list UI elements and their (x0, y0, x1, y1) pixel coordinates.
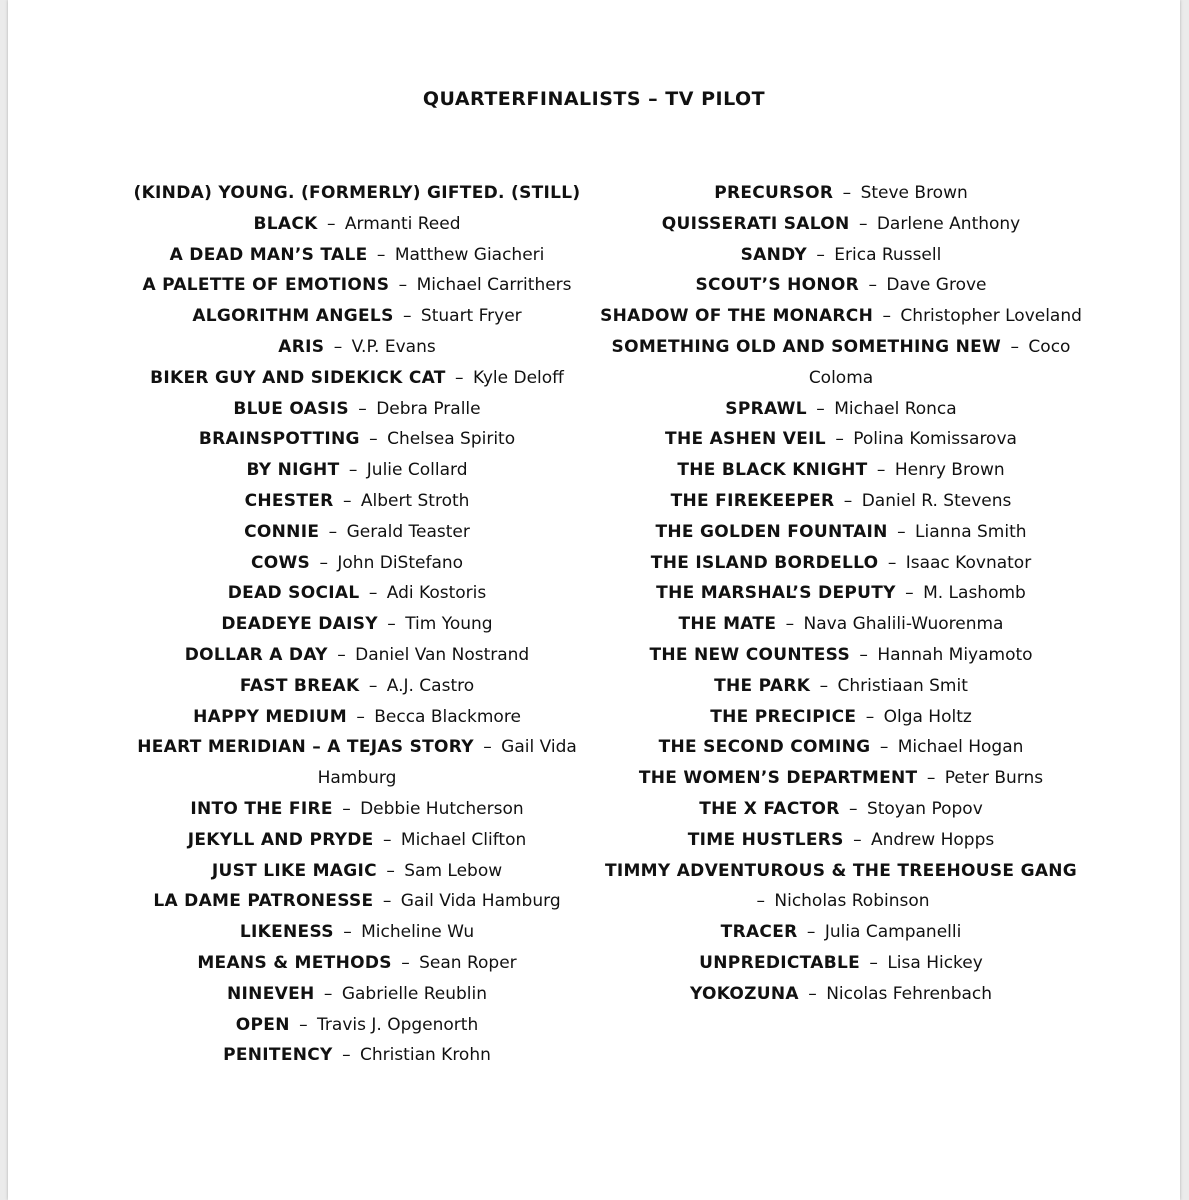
entry-title: A DEAD MAN’S TALE (169, 244, 368, 265)
list-item (112, 794, 602, 825)
entry-title: UNPREDICTABLE (699, 952, 861, 973)
entry-title: TRACER (720, 922, 798, 943)
entry-title: THE PARK (714, 675, 811, 696)
entry-separator: – (905, 583, 914, 604)
entry-separator: – (785, 614, 795, 635)
list-item (112, 917, 602, 948)
entry-title: DOLLAR A DAY (184, 644, 328, 665)
entry-title: COWS (250, 552, 311, 573)
entry-separator: – (897, 521, 906, 542)
entry-title: ALGORITHM ANGELS (192, 306, 394, 327)
entry-author: Dave Grove (886, 275, 987, 296)
entry-separator: – (859, 644, 868, 665)
list-item (596, 732, 1086, 763)
list-item (112, 455, 602, 486)
list-item (112, 856, 602, 887)
entry-author: Michael Carrithers (416, 275, 572, 296)
entry-title: THE GOLDEN FOUNTAIN (655, 521, 888, 542)
entry-separator: – (849, 798, 858, 819)
entry-separator: – (1010, 336, 1020, 357)
entry-author: Peter Burns (944, 768, 1044, 789)
entry-title: THE NEW COUNTESS (649, 644, 850, 665)
entry-separator: – (342, 490, 352, 511)
list-item (596, 240, 1086, 271)
entry-author: Olga Holtz (883, 706, 972, 727)
entry-separator: – (483, 737, 492, 758)
entry-author: Andrew Hopps (871, 829, 995, 850)
entry-title: YOKOZUNA (689, 983, 799, 1004)
entry-author: Chelsea Spirito (387, 429, 516, 450)
list-item (596, 578, 1086, 609)
entry-title: LIKENESS (239, 922, 334, 943)
entry-author: Debbie Hutcherson (360, 798, 524, 819)
list-item (596, 486, 1086, 517)
entry-separator: – (337, 644, 346, 665)
entry-separator: – (808, 983, 817, 1004)
list-item (596, 979, 1086, 1010)
entry-separator: – (369, 429, 378, 450)
entry-author: Adi Kostoris (386, 583, 487, 604)
entry-title: ARIS (278, 336, 325, 357)
entry-title: CONNIE (244, 521, 320, 542)
entry-title: DEADEYE DAISY (221, 614, 378, 635)
list-item (596, 178, 1086, 209)
entry-title: BRAINSPOTTING (198, 429, 360, 450)
list-item (596, 332, 1086, 394)
list-item (112, 825, 602, 856)
entry-author: Nicolas Fehrenbach (826, 983, 993, 1004)
entry-title: BIKER GUY AND SIDEKICK CAT (150, 367, 446, 388)
entry-title: TIMMY ADVENTUROUS & THE TREEHOUSE GANG (604, 860, 1078, 881)
right-column (596, 178, 1086, 1010)
document-page (8, 0, 1180, 1200)
entry-title: THE BLACK KNIGHT (677, 460, 868, 481)
list-item (596, 517, 1086, 548)
entry-separator: – (333, 336, 343, 357)
entry-author: Gerald Teaster (346, 521, 470, 542)
entry-author: Micheline Wu (361, 922, 475, 943)
entry-title: JEKYLL AND PRYDE (187, 829, 374, 850)
entry-author: Christopher Loveland (900, 306, 1082, 327)
entry-title: THE PRECIPICE (710, 706, 857, 727)
entry-author: Michael Ronca (834, 398, 957, 419)
list-item (112, 979, 602, 1010)
entry-separator: – (756, 891, 765, 912)
entry-title: PENITENCY (223, 1045, 333, 1066)
entry-author: Christiaan Smit (837, 675, 968, 696)
entry-title: THE WOMEN’S DEPARTMENT (638, 768, 918, 789)
list-item (596, 394, 1086, 425)
entry-author: Daniel Van Nostrand (355, 644, 530, 665)
entry-author: Michael Clifton (400, 829, 527, 850)
entry-author: Kyle Deloff (472, 367, 564, 388)
entry-author: Isaac Kovnator (905, 552, 1032, 573)
entry-author: Stuart Fryer (420, 306, 522, 327)
list-item (596, 856, 1086, 918)
entry-title: THE MATE (678, 614, 777, 635)
entry-separator: – (819, 675, 829, 696)
entry-separator: – (882, 306, 892, 327)
entry-title: THE ISLAND BORDELLO (650, 552, 879, 573)
entry-author: Julia Campanelli (824, 922, 962, 943)
entry-separator: – (401, 952, 410, 973)
entry-separator: – (835, 429, 844, 450)
entry-separator: – (368, 675, 378, 696)
entry-title: THE X FACTOR (699, 798, 840, 819)
list-item (596, 671, 1086, 702)
entry-separator: – (806, 922, 816, 943)
entry-author: Gabrielle Reublin (341, 983, 487, 1004)
entry-author: Gail Vida Hamburg (317, 737, 577, 789)
entry-separator: – (326, 213, 336, 234)
entry-separator: – (403, 306, 412, 327)
list-item (112, 301, 602, 332)
entry-separator: – (387, 614, 396, 635)
entry-separator: – (843, 490, 853, 511)
entry-author: Erica Russell (834, 244, 942, 265)
entry-separator: – (868, 275, 877, 296)
entry-title: MEANS & METHODS (197, 952, 392, 973)
entry-author: M. Lashomb (923, 583, 1026, 604)
entry-separator: – (455, 367, 464, 388)
entry-author: Hannah Miyamoto (877, 644, 1033, 665)
entry-separator: – (328, 521, 338, 542)
entry-author: Julie Collard (366, 460, 468, 481)
entry-title: THE ASHEN VEIL (665, 429, 826, 450)
entry-title: DEAD SOCIAL (227, 583, 360, 604)
entry-author: Tim Young (405, 614, 493, 635)
entry-separator: – (348, 460, 358, 481)
entry-author: Coco Coloma (808, 336, 1071, 388)
list-item (596, 548, 1086, 579)
list-item (112, 270, 602, 301)
entry-title: THE MARSHAL’S DEPUTY (656, 583, 896, 604)
entry-title: INTO THE FIRE (190, 798, 333, 819)
list-item (112, 671, 602, 702)
list-item (112, 363, 602, 394)
list-item (112, 1010, 602, 1041)
entry-title: THE FIREKEEPER (670, 490, 835, 511)
entry-author: V.P. Evans (351, 336, 436, 357)
entry-separator: – (382, 891, 392, 912)
entry-separator: – (842, 183, 852, 203)
entry-title: (KINDA) YOUNG. (FORMERLY) GIFTED. (STILL) BLACK (133, 183, 581, 234)
entry-separator: – (865, 706, 875, 727)
entry-author: Debra Pralle (376, 398, 481, 419)
entry-author: Stoyan Popov (866, 798, 983, 819)
entry-author: Sean Roper (419, 952, 517, 973)
entry-author: Nava Ghalili-Wuorenma (803, 614, 1004, 635)
list-item (112, 178, 602, 240)
entry-separator: – (853, 829, 862, 850)
entry-author: Armanti Reed (344, 213, 461, 234)
list-item (596, 424, 1086, 455)
list-item (112, 702, 602, 733)
entry-title: HEART MERIDIAN – A TEJAS STORY (137, 737, 474, 758)
entry-title: SOMETHING OLD AND SOMETHING NEW (611, 336, 1002, 357)
entry-author: Lianna Smith (915, 521, 1027, 542)
entry-separator: – (358, 398, 367, 419)
entry-author: Sam Lebow (404, 860, 503, 881)
entry-separator: – (816, 398, 825, 419)
entry-separator: – (299, 1014, 308, 1035)
entry-separator: – (926, 768, 936, 789)
list-item (596, 702, 1086, 733)
list-item (112, 732, 602, 794)
entry-title: PRECURSOR (714, 183, 834, 203)
list-item (112, 332, 602, 363)
entry-title: SPRAWL (725, 398, 807, 419)
entry-separator: – (376, 244, 386, 265)
entry-author: Polina Komissarova (853, 429, 1017, 450)
list-item (112, 948, 602, 979)
entry-title: SANDY (740, 244, 807, 265)
list-item (112, 486, 602, 517)
entry-title: OPEN (235, 1014, 290, 1035)
entry-separator: – (342, 798, 351, 819)
entry-separator: – (319, 552, 328, 573)
entry-title: FAST BREAK (239, 675, 360, 696)
entry-author: Travis J. Opgenorth (317, 1014, 479, 1035)
entry-separator: – (816, 244, 825, 265)
entry-separator: – (876, 460, 886, 481)
entry-author: John DiStefano (337, 552, 464, 573)
entry-separator: – (398, 275, 408, 296)
list-item (596, 209, 1086, 240)
entry-title: QUISSERATI SALON (661, 213, 850, 234)
entry-author: Albert Stroth (360, 490, 470, 511)
list-item (112, 886, 602, 917)
list-item (112, 548, 602, 579)
entry-separator: – (343, 922, 352, 943)
list-item (112, 1040, 602, 1071)
list-item (596, 794, 1086, 825)
list-item (596, 609, 1086, 640)
entry-separator: – (342, 1045, 351, 1066)
entry-separator: – (386, 860, 395, 881)
entry-author: Becca Blackmore (374, 706, 521, 727)
entry-separator: – (356, 706, 365, 727)
list-item (112, 240, 602, 271)
entry-separator: – (368, 583, 378, 604)
list-item (112, 394, 602, 425)
entry-title: A PALETTE OF EMOTIONS (142, 275, 390, 296)
entry-title: CHESTER (244, 490, 334, 511)
entry-title: SHADOW OF THE MONARCH (600, 306, 874, 327)
entry-separator: – (858, 213, 868, 234)
list-item (596, 825, 1086, 856)
entry-separator: – (323, 983, 333, 1004)
entry-title: THE SECOND COMING (658, 737, 871, 758)
list-item (596, 917, 1086, 948)
entry-author: Daniel R. Stevens (861, 490, 1012, 511)
entry-separator: – (383, 829, 392, 850)
list-item (596, 948, 1086, 979)
entry-separator: – (869, 952, 878, 973)
page-title: QUARTERFINALISTS – TV PILOT (422, 88, 766, 110)
list-item (112, 517, 602, 548)
entry-separator: – (879, 737, 889, 758)
entry-title: HAPPY MEDIUM (193, 706, 347, 727)
entry-author: Henry Brown (894, 460, 1005, 481)
list-item (112, 609, 602, 640)
list-item (596, 640, 1086, 671)
list-item (112, 578, 602, 609)
entry-author: Nicholas Robinson (774, 891, 930, 912)
entry-author: Darlene Anthony (876, 213, 1021, 234)
list-item (596, 270, 1086, 301)
entry-author: Christian Krohn (359, 1045, 491, 1066)
entry-title: TIME HUSTLERS (687, 829, 844, 850)
list-item (596, 301, 1086, 332)
entry-title: SCOUT’S HONOR (695, 275, 860, 296)
list-item (112, 640, 602, 671)
list-item (112, 424, 602, 455)
entry-title: NINEVEH (227, 983, 315, 1004)
entry-author: Michael Hogan (897, 737, 1024, 758)
entry-author: A.J. Castro (386, 675, 475, 696)
entry-title: LA DAME PATRONESSE (153, 891, 374, 912)
entry-author: Matthew Giacheri (394, 244, 545, 265)
entry-title: BLUE OASIS (233, 398, 349, 419)
entry-author: Lisa Hickey (887, 952, 983, 973)
entry-title: BY NIGHT (246, 460, 340, 481)
entry-title: JUST LIKE MAGIC (211, 860, 377, 881)
list-item (596, 455, 1086, 486)
entry-author: Steve Brown (860, 183, 968, 203)
entry-author: Gail Vida Hamburg (400, 891, 561, 912)
entry-separator: – (887, 552, 897, 573)
left-column (112, 178, 602, 1071)
list-item (596, 763, 1086, 794)
